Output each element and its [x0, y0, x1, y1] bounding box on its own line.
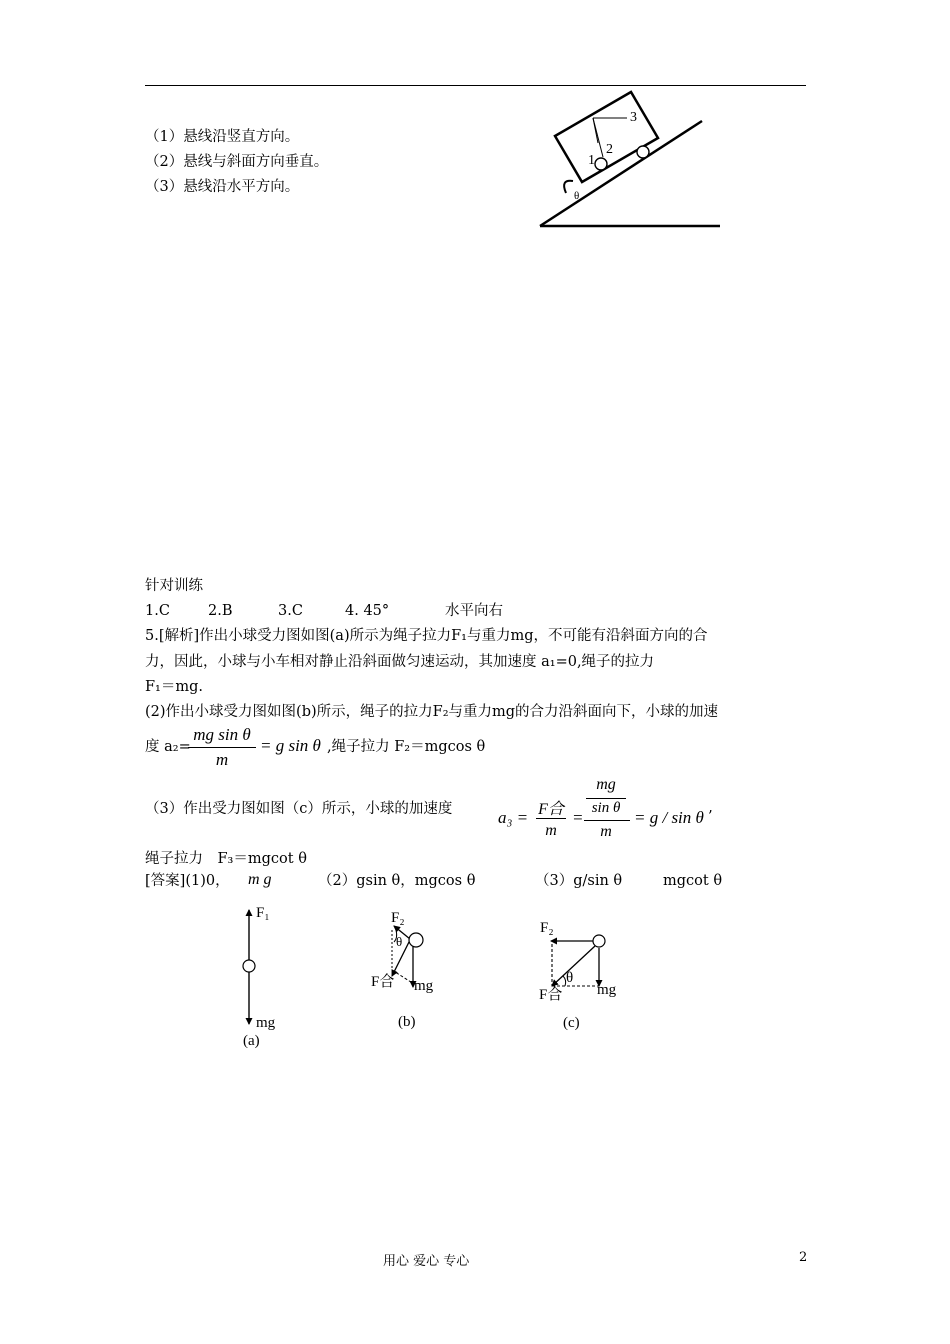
- solution-p2-suffix: ,绳子拉力 F₂＝mgcos θ: [327, 739, 486, 755]
- c-mg-label: mg: [597, 982, 617, 998]
- string-1: [593, 118, 603, 157]
- p3-m2: m: [600, 823, 612, 840]
- p3-tail: ’: [708, 809, 713, 825]
- b-mg-label: mg: [414, 978, 434, 994]
- ball-a: [243, 960, 255, 972]
- p3-F-he: F合: [538, 801, 564, 818]
- label-3: 3: [630, 110, 637, 125]
- p2-fraction-bar: [188, 747, 256, 748]
- p3-result: = g / sin θ: [634, 808, 704, 827]
- p3-m1: m: [545, 822, 557, 839]
- p3-eq1: =: [572, 808, 584, 827]
- p2-result: = g sin θ: [260, 736, 321, 755]
- question-2: （2）悬线与斜面方向垂直。: [145, 154, 329, 170]
- b-theta-label: θ: [396, 934, 403, 949]
- question-1: （1）悬线沿竖直方向。: [145, 129, 300, 145]
- solution-p1-line3: F₁＝mg.: [145, 679, 204, 695]
- c-caption: (c): [563, 1015, 580, 1031]
- solution-p2-line1: (2)作出小球受力图如图(b)所示，绳子的拉力F₂与重力mg的合力沿斜面向下，小球的加速: [145, 704, 719, 720]
- section-title: 针对训练: [145, 578, 203, 594]
- label-1: 1: [588, 153, 595, 168]
- p3-fraction-bar-1: [536, 818, 566, 819]
- ball-b: [409, 933, 423, 947]
- solution-p2-prefix: 度 a₂=: [145, 739, 191, 755]
- p2-numerator: mg sin θ: [193, 725, 251, 744]
- answer-part2: （2）gsin θ，mgcos θ: [318, 873, 476, 889]
- p3-sin: sin θ: [591, 800, 621, 816]
- cart-body: [555, 92, 658, 182]
- a-mg-label: mg: [256, 1015, 276, 1031]
- answer-1: 1.C: [145, 603, 170, 619]
- answer-label: [答案](1)0，: [145, 873, 230, 889]
- p3-fraction-bar-inner: [586, 798, 626, 799]
- c-F2-label: F₂: [540, 920, 554, 936]
- ball-c: [593, 935, 605, 947]
- answer-4-direction: 水平向右: [445, 603, 503, 619]
- a-caption: (a): [243, 1033, 260, 1049]
- answer-2: 2.B: [208, 603, 233, 619]
- solution-p1-line1: 5.[解析]作出小球受力图如图(a)所示为绳子拉力F₁与重力mg，不可能有沿斜面方向的合: [145, 628, 708, 644]
- solution-p3-prefix: （3）作出受力图如图（c）所示，小球的加速度: [145, 801, 453, 817]
- footer-slogan: 用心 爱心 专心: [383, 1254, 470, 1269]
- answer-mg: m g: [248, 871, 272, 888]
- label-2: 2: [606, 142, 613, 157]
- b-dashed-line: [392, 970, 414, 984]
- wheel-right: [637, 146, 649, 158]
- answer-part3: （3）g/sin θ: [535, 873, 623, 889]
- solution-p4: 绳子拉力 F₃＝mgcot θ: [145, 851, 307, 867]
- c-theta-label: θ: [566, 970, 574, 986]
- question-3: （3）悬线沿水平方向。: [145, 179, 300, 195]
- b-Fhe-label: F合: [371, 974, 395, 990]
- answer-4: 4. 45°: [345, 603, 390, 619]
- b-F2-label: F₂: [391, 910, 405, 926]
- page-number: 2: [799, 1250, 808, 1265]
- p3-mg: mg: [596, 776, 616, 793]
- incline-line: [540, 121, 702, 226]
- incline-cart-figure: [530, 85, 730, 235]
- answer-part4: mgcot θ: [663, 873, 723, 889]
- p3-a3: a₃ =: [498, 808, 529, 827]
- Fhe-arrow-c: [552, 946, 595, 986]
- wheel-left: [595, 158, 607, 170]
- p3-fraction-bar-2: [584, 820, 630, 821]
- b-caption: (b): [398, 1014, 416, 1030]
- a-F1-label: F₁: [256, 905, 270, 921]
- c-Fhe-label: F合: [539, 987, 563, 1003]
- solution-p1-line2: 力，因此，小球与小车相对静止沿斜面做匀速运动，其加速度 a₁=0,绳子的拉力: [145, 654, 655, 670]
- answer-3: 3.C: [278, 603, 303, 619]
- label-theta: θ: [574, 190, 580, 202]
- angle-arc: [564, 181, 573, 193]
- p2-denominator: m: [215, 750, 229, 769]
